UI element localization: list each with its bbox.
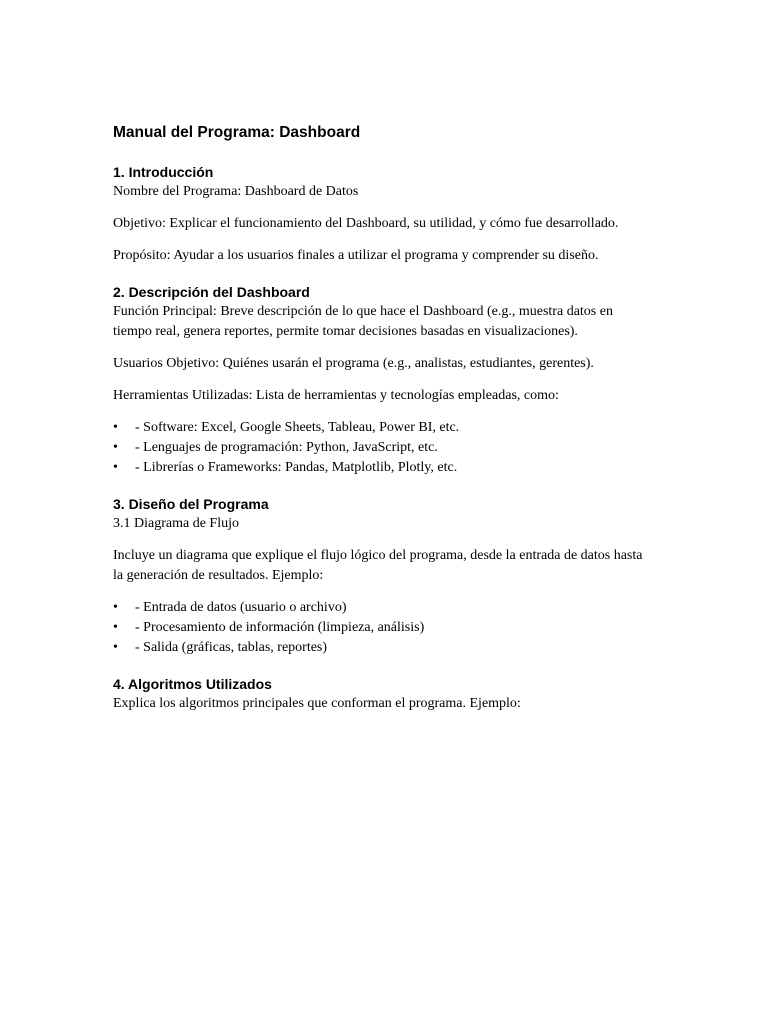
paragraph-algoritmos: Explica los algoritmos principales que conforman el programa. Ejemplo: [113, 696, 521, 711]
list-item-text: - Lenguajes de programación: Python, JavaScript, etc. [135, 440, 438, 455]
list-item-text: - Entrada de datos (usuario o archivo) [135, 600, 347, 615]
section-heading: 1. Introducción [113, 164, 214, 180]
list-item [113, 438, 653, 458]
bullet-icon: • [113, 460, 118, 475]
bullet-icon: • [113, 440, 118, 455]
list-item-text: - Software: Excel, Google Sheets, Tableau, Power BI, etc. [135, 420, 460, 435]
bullet-icon: • [113, 620, 118, 635]
paragraph-nombre: Nombre del Programa: Dashboard de Datos [113, 184, 359, 199]
bullet-icon: • [113, 600, 118, 615]
list-item [113, 618, 653, 638]
list-item [113, 458, 653, 478]
list-item-text: - Librerías o Frameworks: Pandas, Matplotlib, Plotly, etc. [135, 460, 458, 475]
paragraph-objetivo: Objetivo: Explicar el funcionamiento del Dashboard, su utilidad, y cómo fue desarrollado. [113, 216, 619, 231]
paragraph-usuarios-objetivo: Usuarios Objetivo: Quiénes usarán el programa (e.g., analistas, estudiantes, gerentes). [113, 356, 594, 371]
document-title: Manual del Programa: Dashboard [113, 124, 361, 141]
section-descripcion [113, 282, 653, 478]
paragraph-herramientas: Herramientas Utilizadas: Lista de herramientas y tecnologías empleadas, como: [113, 388, 559, 403]
bullet-icon: • [113, 420, 118, 435]
tools-list [113, 418, 653, 478]
list-item-text: - Salida (gráficas, tablas, reportes) [135, 640, 328, 655]
section-heading: 3. Diseño del Programa [113, 496, 269, 512]
list-item [113, 638, 653, 658]
paragraph-proposito: Propósito: Ayudar a los usuarios finales a utilizar el programa y comprender su diseño. [113, 248, 599, 263]
bullet-icon: • [113, 640, 118, 655]
section-algoritmos [113, 674, 653, 714]
list-item [113, 598, 653, 618]
section-heading: 2. Descripción del Dashboard [113, 284, 310, 300]
paragraph-funcion-principal: Función Principal: Breve descripción de lo que hace el Dashboard (e.g., muestra datos en tiempo real, genera reportes, permite tomar decisiones basadas en visualizaciones). [113, 304, 613, 339]
list-item-text: - Procesamiento de información (limpieza, análisis) [135, 620, 425, 635]
section-diseno [113, 494, 653, 658]
flow-steps-list [113, 598, 653, 658]
list-item [113, 418, 653, 438]
subsection-heading: 3.1 Diagrama de Flujo [113, 516, 239, 531]
paragraph-diagrama: Incluye un diagrama que explique el flujo lógico del programa, desde la entrada de datos hasta la generación de resultados. Ejemplo: [113, 548, 643, 583]
section-heading: 4. Algoritmos Utilizados [113, 676, 272, 692]
section-introduccion [113, 162, 653, 266]
